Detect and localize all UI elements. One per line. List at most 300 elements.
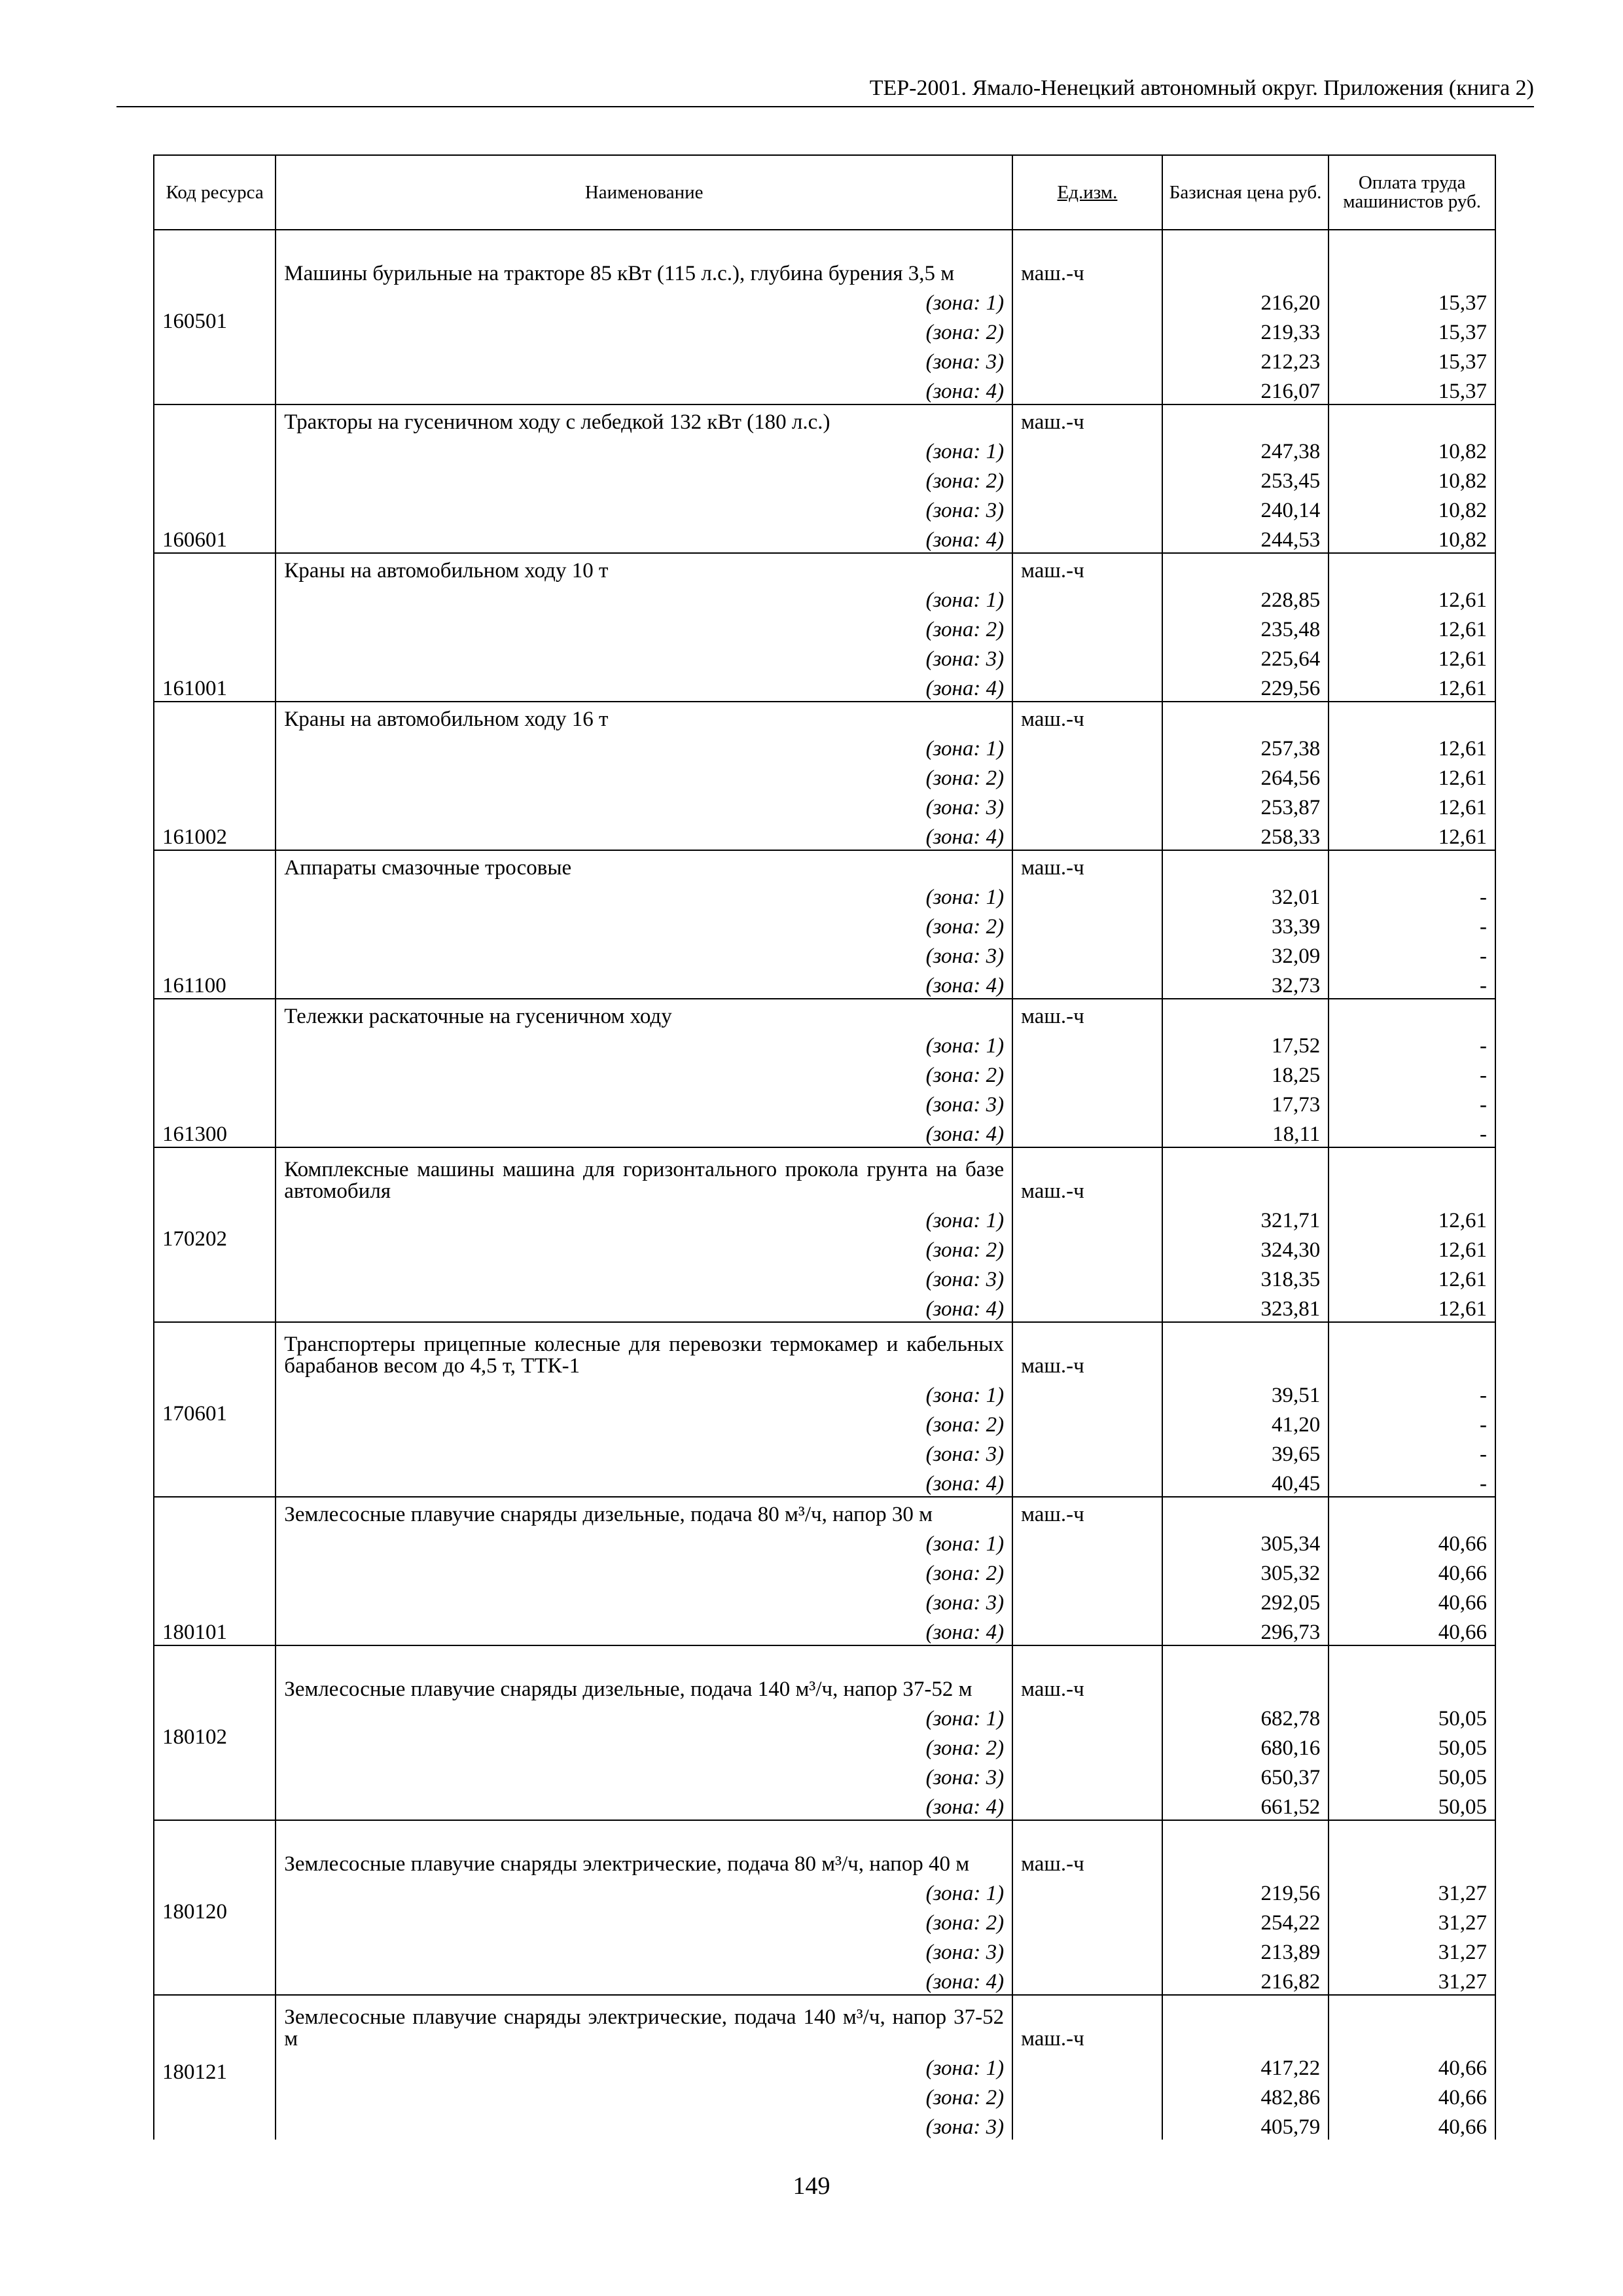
zone-label: (зона: 1) [276, 1527, 1012, 1556]
zone-unit-empty [1012, 493, 1162, 523]
zone-pay: - [1329, 1117, 1495, 1147]
zone-unit-empty [1012, 374, 1162, 404]
zone-label: (зона: 4) [276, 1467, 1012, 1497]
zone-price: 240,14 [1162, 493, 1329, 523]
table-row [154, 1322, 1495, 1378]
zone-unit-empty [1012, 435, 1162, 464]
resource-code: 161001 [154, 553, 276, 702]
resource-code: 160601 [154, 404, 276, 553]
zone-price: 39,65 [1162, 1437, 1329, 1467]
page-header [116, 72, 1534, 107]
resource-pay-empty [1329, 1497, 1495, 1527]
zone-row [154, 1702, 1495, 1731]
resource-pay-empty [1329, 999, 1495, 1029]
header-title: ТЕР-2001. Ямало-Ненецкий автономный округ. Приложения (книга 2) [869, 76, 1534, 100]
zone-price: 305,34 [1162, 1527, 1329, 1556]
resource-unit: маш.-ч [1012, 1322, 1162, 1378]
zone-row [154, 1965, 1495, 1995]
resource-code: 161300 [154, 999, 276, 1147]
zone-pay: 15,37 [1329, 374, 1495, 404]
zone-unit-empty [1012, 1204, 1162, 1233]
table-row [154, 1820, 1495, 1876]
zone-price: 405,79 [1162, 2110, 1329, 2140]
zone-label: (зона: 3) [276, 1088, 1012, 1117]
resource-name: Тележки раскаточные на гусеничном ходу [276, 999, 1012, 1029]
zone-pay: - [1329, 910, 1495, 939]
zone-label: (зона: 3) [276, 345, 1012, 374]
resource-code: 161100 [154, 850, 276, 999]
zone-pay: - [1329, 1058, 1495, 1088]
zone-row [154, 583, 1495, 613]
zone-row [154, 1029, 1495, 1058]
zone-unit-empty [1012, 1058, 1162, 1088]
zone-price: 40,45 [1162, 1467, 1329, 1497]
zone-label: (зона: 2) [276, 464, 1012, 493]
zone-row [154, 672, 1495, 702]
zone-label: (зона: 3) [276, 791, 1012, 820]
zone-pay: 12,61 [1329, 642, 1495, 672]
zone-row [154, 761, 1495, 791]
zone-price: 257,38 [1162, 732, 1329, 761]
zone-row [154, 1527, 1495, 1556]
resource-price-empty [1162, 1147, 1329, 1204]
table-row [154, 230, 1495, 286]
zone-label: (зона: 2) [276, 1233, 1012, 1263]
zone-label: (зона: 1) [276, 583, 1012, 613]
zone-row [154, 286, 1495, 315]
zone-pay: 15,37 [1329, 315, 1495, 345]
zone-price: 33,39 [1162, 910, 1329, 939]
zone-label: (зона: 3) [276, 1263, 1012, 1292]
zone-pay: 15,37 [1329, 286, 1495, 315]
zone-unit-empty [1012, 1437, 1162, 1467]
resource-name: Краны на автомобильном ходу 16 т [276, 702, 1012, 732]
zone-pay: - [1329, 1088, 1495, 1117]
resource-price-table [153, 154, 1496, 2140]
zone-row [154, 1378, 1495, 1408]
zone-unit-empty [1012, 2051, 1162, 2081]
zone-unit-empty [1012, 1527, 1162, 1556]
zone-label: (зона: 2) [276, 1408, 1012, 1437]
zone-pay: 12,61 [1329, 583, 1495, 613]
resource-code: 180120 [154, 1820, 276, 1995]
zone-row [154, 1233, 1495, 1263]
resource-pay-empty [1329, 1820, 1495, 1876]
zone-row [154, 345, 1495, 374]
zone-price: 216,07 [1162, 374, 1329, 404]
resource-unit: маш.-ч [1012, 230, 1162, 286]
zone-label: (зона: 4) [276, 523, 1012, 553]
zone-price: 213,89 [1162, 1935, 1329, 1965]
resource-price-empty [1162, 1995, 1329, 2051]
zone-pay: 15,37 [1329, 345, 1495, 374]
zone-label: (зона: 3) [276, 2110, 1012, 2140]
resource-name: Землесосные плавучие снаряды дизельные, подача 140 м³/ч, напор 37-52 м [276, 1645, 1012, 1702]
zone-row [154, 1058, 1495, 1088]
zone-pay: 40,66 [1329, 2051, 1495, 2081]
table-row [154, 1995, 1495, 2051]
zone-price: 247,38 [1162, 435, 1329, 464]
zone-row [154, 1935, 1495, 1965]
zone-unit-empty [1012, 880, 1162, 910]
resource-pay-empty [1329, 230, 1495, 286]
resource-name: Землесосные плавучие снаряды электрические, подача 140 м³/ч, напор 37-52 м [276, 1995, 1012, 2051]
zone-unit-empty [1012, 1906, 1162, 1935]
table-row [154, 1497, 1495, 1527]
zone-row [154, 1408, 1495, 1437]
zone-label: (зона: 3) [276, 939, 1012, 969]
resource-name: Тракторы на гусеничном ходу с лебедкой 132 кВт (180 л.с.) [276, 404, 1012, 435]
zone-unit-empty [1012, 791, 1162, 820]
zone-unit-empty [1012, 1876, 1162, 1906]
zone-price: 235,48 [1162, 613, 1329, 642]
zone-pay: 12,61 [1329, 761, 1495, 791]
zone-row [154, 939, 1495, 969]
zone-price: 253,45 [1162, 464, 1329, 493]
zone-price: 264,56 [1162, 761, 1329, 791]
resource-unit: маш.-ч [1012, 999, 1162, 1029]
resource-unit: маш.-ч [1012, 1645, 1162, 1702]
zone-pay: 50,05 [1329, 1790, 1495, 1820]
zone-unit-empty [1012, 1408, 1162, 1437]
zone-row [154, 1790, 1495, 1820]
resource-code: 160501 [154, 230, 276, 404]
zone-row [154, 1876, 1495, 1906]
resource-pay-empty [1329, 553, 1495, 583]
zone-pay: - [1329, 1408, 1495, 1437]
zone-label: (зона: 1) [276, 732, 1012, 761]
zone-unit-empty [1012, 345, 1162, 374]
zone-pay: - [1329, 969, 1495, 999]
zone-row [154, 1263, 1495, 1292]
table-header-row [154, 155, 1495, 230]
zone-price: 650,37 [1162, 1761, 1329, 1790]
zone-label: (зона: 2) [276, 1731, 1012, 1761]
resource-price-empty [1162, 999, 1329, 1029]
zone-pay: 12,61 [1329, 791, 1495, 820]
zone-price: 41,20 [1162, 1408, 1329, 1437]
zone-pay: 40,66 [1329, 1615, 1495, 1645]
zone-label: (зона: 2) [276, 1058, 1012, 1088]
zone-label: (зона: 4) [276, 1615, 1012, 1645]
zone-pay: 31,27 [1329, 1935, 1495, 1965]
zone-unit-empty [1012, 939, 1162, 969]
zone-price: 228,85 [1162, 583, 1329, 613]
zone-row [154, 2110, 1495, 2140]
zone-pay: 40,66 [1329, 2081, 1495, 2110]
resource-code: 180121 [154, 1995, 276, 2140]
table-row [154, 1645, 1495, 1702]
zone-unit-empty [1012, 2110, 1162, 2140]
zone-row [154, 1117, 1495, 1147]
zone-pay: 12,61 [1329, 1292, 1495, 1322]
resource-pay-empty [1329, 850, 1495, 880]
zone-price: 225,64 [1162, 642, 1329, 672]
zone-unit-empty [1012, 1586, 1162, 1615]
resource-name: Землесосные плавучие снаряды дизельные, подача 80 м³/ч, напор 30 м [276, 1497, 1012, 1527]
zone-label: (зона: 4) [276, 969, 1012, 999]
resource-name: Машины бурильные на тракторе 85 кВт (115 л.с.), глубина бурения 3,5 м [276, 230, 1012, 286]
zone-unit-empty [1012, 1702, 1162, 1731]
zone-label: (зона: 1) [276, 1876, 1012, 1906]
zone-price: 292,05 [1162, 1586, 1329, 1615]
resource-unit: маш.-ч [1012, 553, 1162, 583]
zone-row [154, 1586, 1495, 1615]
zone-price: 417,22 [1162, 2051, 1329, 2081]
zone-label: (зона: 4) [276, 672, 1012, 702]
zone-price: 482,86 [1162, 2081, 1329, 2110]
zone-pay: - [1329, 880, 1495, 910]
zone-unit-empty [1012, 1117, 1162, 1147]
page-number: 149 [793, 2172, 830, 2200]
zone-pay: 12,61 [1329, 1263, 1495, 1292]
resource-pay-empty [1329, 404, 1495, 435]
zone-pay: 12,61 [1329, 1204, 1495, 1233]
zone-pay: - [1329, 1437, 1495, 1467]
zone-label: (зона: 4) [276, 1292, 1012, 1322]
zone-label: (зона: 1) [276, 1378, 1012, 1408]
zone-pay: 12,61 [1329, 613, 1495, 642]
zone-row [154, 1467, 1495, 1497]
zone-price: 219,56 [1162, 1876, 1329, 1906]
zone-unit-empty [1012, 910, 1162, 939]
zone-price: 661,52 [1162, 1790, 1329, 1820]
zone-pay: 12,61 [1329, 732, 1495, 761]
zone-price: 244,53 [1162, 523, 1329, 553]
zone-unit-empty [1012, 2081, 1162, 2110]
zone-pay: 50,05 [1329, 1761, 1495, 1790]
zone-label: (зона: 1) [276, 286, 1012, 315]
zone-row [154, 315, 1495, 345]
zone-label: (зона: 1) [276, 1029, 1012, 1058]
resource-name: Транспортеры прицепные колесные для перевозки термокамер и кабельных барабанов весом до 4,5 т, ТТК-1 [276, 1322, 1012, 1378]
zone-price: 258,33 [1162, 820, 1329, 850]
resource-price-empty [1162, 702, 1329, 732]
zone-row [154, 1761, 1495, 1790]
zone-pay: 12,61 [1329, 672, 1495, 702]
zone-pay: - [1329, 1029, 1495, 1058]
resource-unit: маш.-ч [1012, 1147, 1162, 1204]
zone-label: (зона: 3) [276, 493, 1012, 523]
zone-unit-empty [1012, 464, 1162, 493]
zone-row [154, 880, 1495, 910]
col-header-unit [1012, 155, 1162, 230]
col-header-price: Базисная цена руб. [1162, 155, 1329, 230]
zone-price: 39,51 [1162, 1378, 1329, 1408]
zone-label: (зона: 1) [276, 1702, 1012, 1731]
zone-pay: - [1329, 1378, 1495, 1408]
table-row [154, 850, 1495, 880]
zone-pay: 10,82 [1329, 435, 1495, 464]
zone-row [154, 464, 1495, 493]
resource-price-empty [1162, 1497, 1329, 1527]
resource-name: Краны на автомобильном ходу 10 т [276, 553, 1012, 583]
zone-price: 318,35 [1162, 1263, 1329, 1292]
zone-unit-empty [1012, 1378, 1162, 1408]
zone-price: 229,56 [1162, 672, 1329, 702]
resource-unit: маш.-ч [1012, 404, 1162, 435]
zone-price: 17,52 [1162, 1029, 1329, 1058]
zone-row [154, 493, 1495, 523]
col-header-unit-label: Ед.изм. [1057, 181, 1118, 203]
zone-pay: 10,82 [1329, 523, 1495, 553]
col-header-code: Код ресурса [154, 155, 276, 230]
col-header-pay: Оплата труда машинистов руб. [1329, 155, 1495, 230]
zone-unit-empty [1012, 969, 1162, 999]
table-body [154, 230, 1495, 2140]
resource-code: 170202 [154, 1147, 276, 1322]
zone-label: (зона: 3) [276, 1761, 1012, 1790]
zone-row [154, 642, 1495, 672]
resource-price-empty [1162, 1322, 1329, 1378]
zone-row [154, 732, 1495, 761]
zone-unit-empty [1012, 820, 1162, 850]
zone-pay: 40,66 [1329, 2110, 1495, 2140]
zone-price: 254,22 [1162, 1906, 1329, 1935]
zone-row [154, 374, 1495, 404]
resource-price-empty [1162, 1820, 1329, 1876]
zone-unit-empty [1012, 286, 1162, 315]
resource-unit: маш.-ч [1012, 1820, 1162, 1876]
table-row [154, 999, 1495, 1029]
zone-label: (зона: 4) [276, 1790, 1012, 1820]
zone-pay: 31,27 [1329, 1876, 1495, 1906]
zone-unit-empty [1012, 1615, 1162, 1645]
zone-row [154, 1437, 1495, 1467]
table-row [154, 1147, 1495, 1204]
zone-unit-empty [1012, 1263, 1162, 1292]
zone-price: 682,78 [1162, 1702, 1329, 1731]
zone-price: 324,30 [1162, 1233, 1329, 1263]
zone-price: 32,01 [1162, 880, 1329, 910]
zone-unit-empty [1012, 672, 1162, 702]
zone-price: 253,87 [1162, 791, 1329, 820]
zone-label: (зона: 2) [276, 613, 1012, 642]
zone-unit-empty [1012, 642, 1162, 672]
table-row [154, 702, 1495, 732]
zone-price: 680,16 [1162, 1731, 1329, 1761]
resource-unit: маш.-ч [1012, 1497, 1162, 1527]
zone-price: 305,32 [1162, 1556, 1329, 1586]
resource-pay-empty [1329, 1995, 1495, 2051]
zone-row [154, 1204, 1495, 1233]
resource-name: Аппараты смазочные тросовые [276, 850, 1012, 880]
zone-unit-empty [1012, 1029, 1162, 1058]
resource-code: 180102 [154, 1645, 276, 1820]
table-row [154, 404, 1495, 435]
zone-row [154, 820, 1495, 850]
zone-row [154, 969, 1495, 999]
zone-unit-empty [1012, 315, 1162, 345]
zone-pay: 40,66 [1329, 1586, 1495, 1615]
resource-name: Комплексные машины машина для горизонтального прокола грунта на базе автомобиля [276, 1147, 1012, 1204]
zone-label: (зона: 1) [276, 435, 1012, 464]
zone-label: (зона: 3) [276, 1935, 1012, 1965]
zone-price: 32,73 [1162, 969, 1329, 999]
zone-unit-empty [1012, 1790, 1162, 1820]
resource-pay-empty [1329, 702, 1495, 732]
zone-label: (зона: 1) [276, 2051, 1012, 2081]
zone-price: 212,23 [1162, 345, 1329, 374]
zone-label: (зона: 1) [276, 880, 1012, 910]
zone-unit-empty [1012, 613, 1162, 642]
zone-price: 323,81 [1162, 1292, 1329, 1322]
zone-pay: - [1329, 1467, 1495, 1497]
zone-label: (зона: 4) [276, 1965, 1012, 1995]
zone-unit-empty [1012, 761, 1162, 791]
resource-price-empty [1162, 850, 1329, 880]
resource-code: 180101 [154, 1497, 276, 1645]
zone-unit-empty [1012, 1965, 1162, 1995]
zone-row [154, 1556, 1495, 1586]
zone-label: (зона: 3) [276, 1437, 1012, 1467]
zone-unit-empty [1012, 1088, 1162, 1117]
resource-price-empty [1162, 404, 1329, 435]
zone-price: 18,25 [1162, 1058, 1329, 1088]
zone-pay: 40,66 [1329, 1556, 1495, 1586]
zone-row [154, 435, 1495, 464]
zone-label: (зона: 2) [276, 315, 1012, 345]
zone-unit-empty [1012, 523, 1162, 553]
resource-code: 161002 [154, 702, 276, 850]
zone-unit-empty [1012, 1761, 1162, 1790]
zone-price: 17,73 [1162, 1088, 1329, 1117]
zone-pay: 31,27 [1329, 1965, 1495, 1995]
zone-row [154, 1088, 1495, 1117]
zone-label: (зона: 4) [276, 1117, 1012, 1147]
zone-unit-empty [1012, 1556, 1162, 1586]
zone-label: (зона: 2) [276, 1906, 1012, 1935]
resource-price-empty [1162, 230, 1329, 286]
zone-row [154, 1615, 1495, 1645]
resource-pay-empty [1329, 1645, 1495, 1702]
zone-price: 18,11 [1162, 1117, 1329, 1147]
resource-unit: маш.-ч [1012, 850, 1162, 880]
zone-label: (зона: 4) [276, 374, 1012, 404]
resource-pay-empty [1329, 1147, 1495, 1204]
zone-pay: 31,27 [1329, 1906, 1495, 1935]
zone-pay: - [1329, 939, 1495, 969]
zone-label: (зона: 2) [276, 1556, 1012, 1586]
zone-pay: 10,82 [1329, 493, 1495, 523]
zone-price: 219,33 [1162, 315, 1329, 345]
zone-unit-empty [1012, 1467, 1162, 1497]
table-row [154, 553, 1495, 583]
zone-label: (зона: 2) [276, 2081, 1012, 2110]
zone-price: 296,73 [1162, 1615, 1329, 1645]
zone-price: 321,71 [1162, 1204, 1329, 1233]
zone-unit-empty [1012, 583, 1162, 613]
zone-price: 216,82 [1162, 1965, 1329, 1995]
resource-price-empty [1162, 1645, 1329, 1702]
zone-row [154, 523, 1495, 553]
zone-price: 216,20 [1162, 286, 1329, 315]
zone-label: (зона: 2) [276, 910, 1012, 939]
zone-unit-empty [1012, 1731, 1162, 1761]
col-header-name: Наименование [276, 155, 1012, 230]
resource-unit: маш.-ч [1012, 1995, 1162, 2051]
zone-pay: 40,66 [1329, 1527, 1495, 1556]
zone-pay: 10,82 [1329, 464, 1495, 493]
zone-label: (зона: 3) [276, 642, 1012, 672]
zone-unit-empty [1012, 1292, 1162, 1322]
zone-label: (зона: 3) [276, 1586, 1012, 1615]
zone-row [154, 1906, 1495, 1935]
zone-price: 32,09 [1162, 939, 1329, 969]
zone-label: (зона: 1) [276, 1204, 1012, 1233]
zone-row [154, 2081, 1495, 2110]
resource-name: Землесосные плавучие снаряды электрические, подача 80 м³/ч, напор 40 м [276, 1820, 1012, 1876]
